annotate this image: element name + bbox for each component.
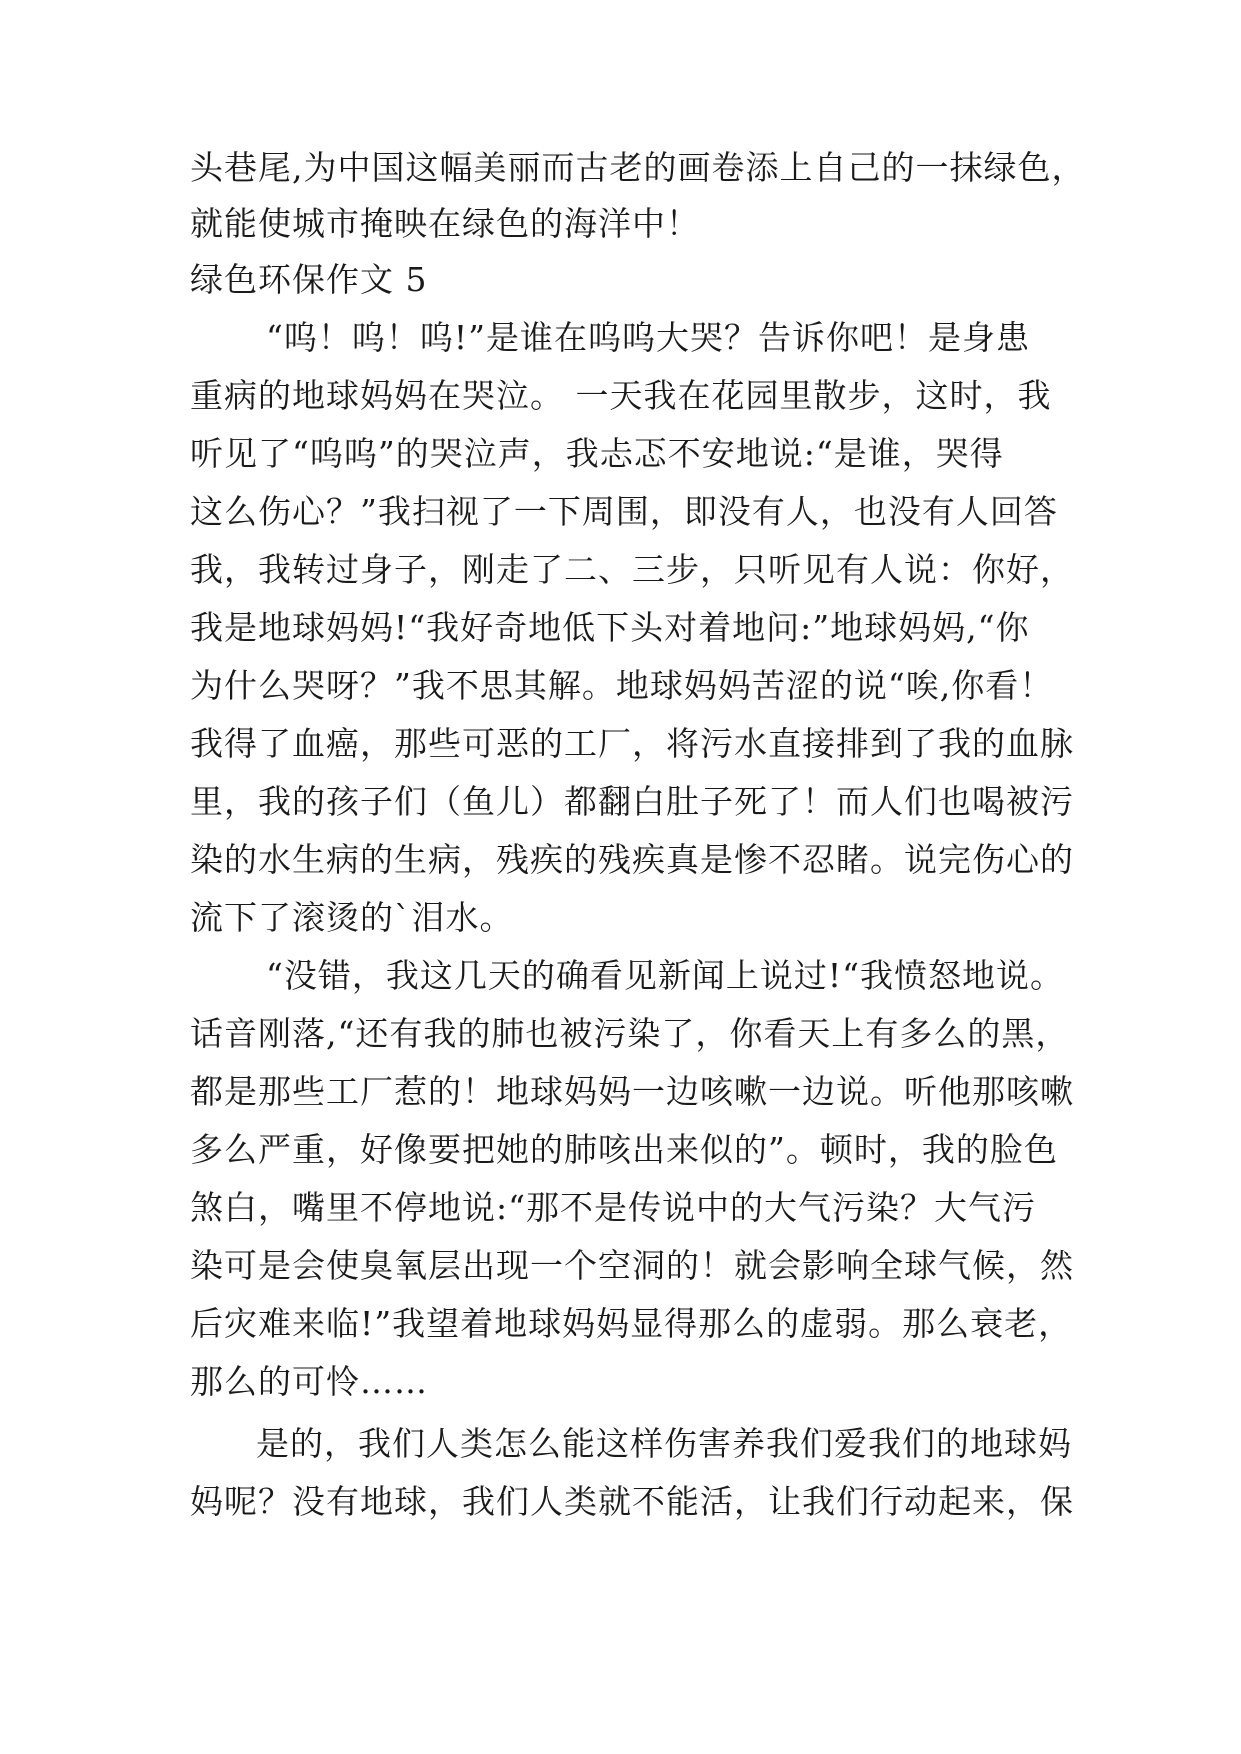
paragraph-1-line-3: 听见了“呜呜”的哭泣声，我忐忑不安地说:“是谁，哭得	[190, 434, 1004, 473]
paragraph-2-line-6: 染可是会使臭氧层出现一个空洞的！就会影响全球气候，然	[190, 1246, 1074, 1285]
section-heading: 绿色环保作文 5	[190, 260, 428, 299]
paragraph-2-line-5: 煞白，嘴里不停地说:“那不是传说中的大气污染？大气污	[190, 1188, 1036, 1227]
paragraph-1-line-10: 染的水生病的生病，残疾的残疾真是惨不忍睹。说完伤心的	[190, 840, 1074, 879]
paragraph-1-line-8: 我得了血癌，那些可恶的工厂，将污水直接排到了我的血脉	[190, 724, 1074, 763]
text-line-2: 就能使城市掩映在绿色的海洋中！	[190, 204, 700, 243]
paragraph-2-line-3: 都是那些工厂惹的！地球妈妈一边咳嗽一边说。听他那咳嗽	[190, 1072, 1074, 1111]
paragraph-1-line-9: 里，我的孩子们（鱼儿）都翻白肚子死了！而人们也喝被污	[190, 782, 1074, 821]
paragraph-2-line-1: “没错，我这几天的确看见新闻上说过!“我愤怒地说。	[266, 956, 1065, 995]
paragraph-3-line-2: 妈呢？没有地球，我们人类就不能活，让我们行动起来，保	[190, 1482, 1074, 1521]
paragraph-1-line-5: 我，我转过身子，刚走了二、三步，只听见有人说：你好，	[190, 550, 1074, 589]
paragraph-1-line-4: 这么伤心？”我扫视了一下周围，即没有人，也没有人回答	[190, 492, 1058, 531]
paragraph-2-line-2: 话音刚落,“还有我的肺也被污染了，你看天上有多么的黑，	[190, 1014, 1070, 1053]
paragraph-1-line-6: 我是地球妈妈!“我好奇地低下头对着地问:”地球妈妈,“你	[190, 608, 1030, 647]
paragraph-1-line-2: 重病的地球妈妈在哭泣。 一天我在花园里散步，这时，我	[190, 376, 1052, 415]
paragraph-1-line-7: 为什么哭呀？”我不思其解。地球妈妈苦涩的说“唉,你看！	[190, 666, 1054, 705]
paragraph-1-line-11: 流下了滚烫的`泪水。	[190, 898, 514, 937]
paragraph-1-line-1: “呜！呜！呜!”是谁在呜呜大哭？告诉你吧！是身患	[266, 318, 1031, 357]
paragraph-2-line-7: 后灾难来临!”我望着地球妈妈显得那么的虚弱。那么衰老，	[190, 1304, 1073, 1343]
paragraph-3-line-1: 是的，我们人类怎么能这样伤害养我们爱我们的地球妈	[256, 1424, 1072, 1463]
paragraph-2-line-8: 那么的可怜……	[190, 1362, 428, 1401]
text-line-1: 头巷尾,为中国这幅美丽而古老的画卷添上自己的一抹绿色，	[190, 148, 1086, 187]
paragraph-2-line-4: 多么严重，好像要把她的肺咳出来似的”。顿时，我的脸色	[190, 1130, 1058, 1169]
